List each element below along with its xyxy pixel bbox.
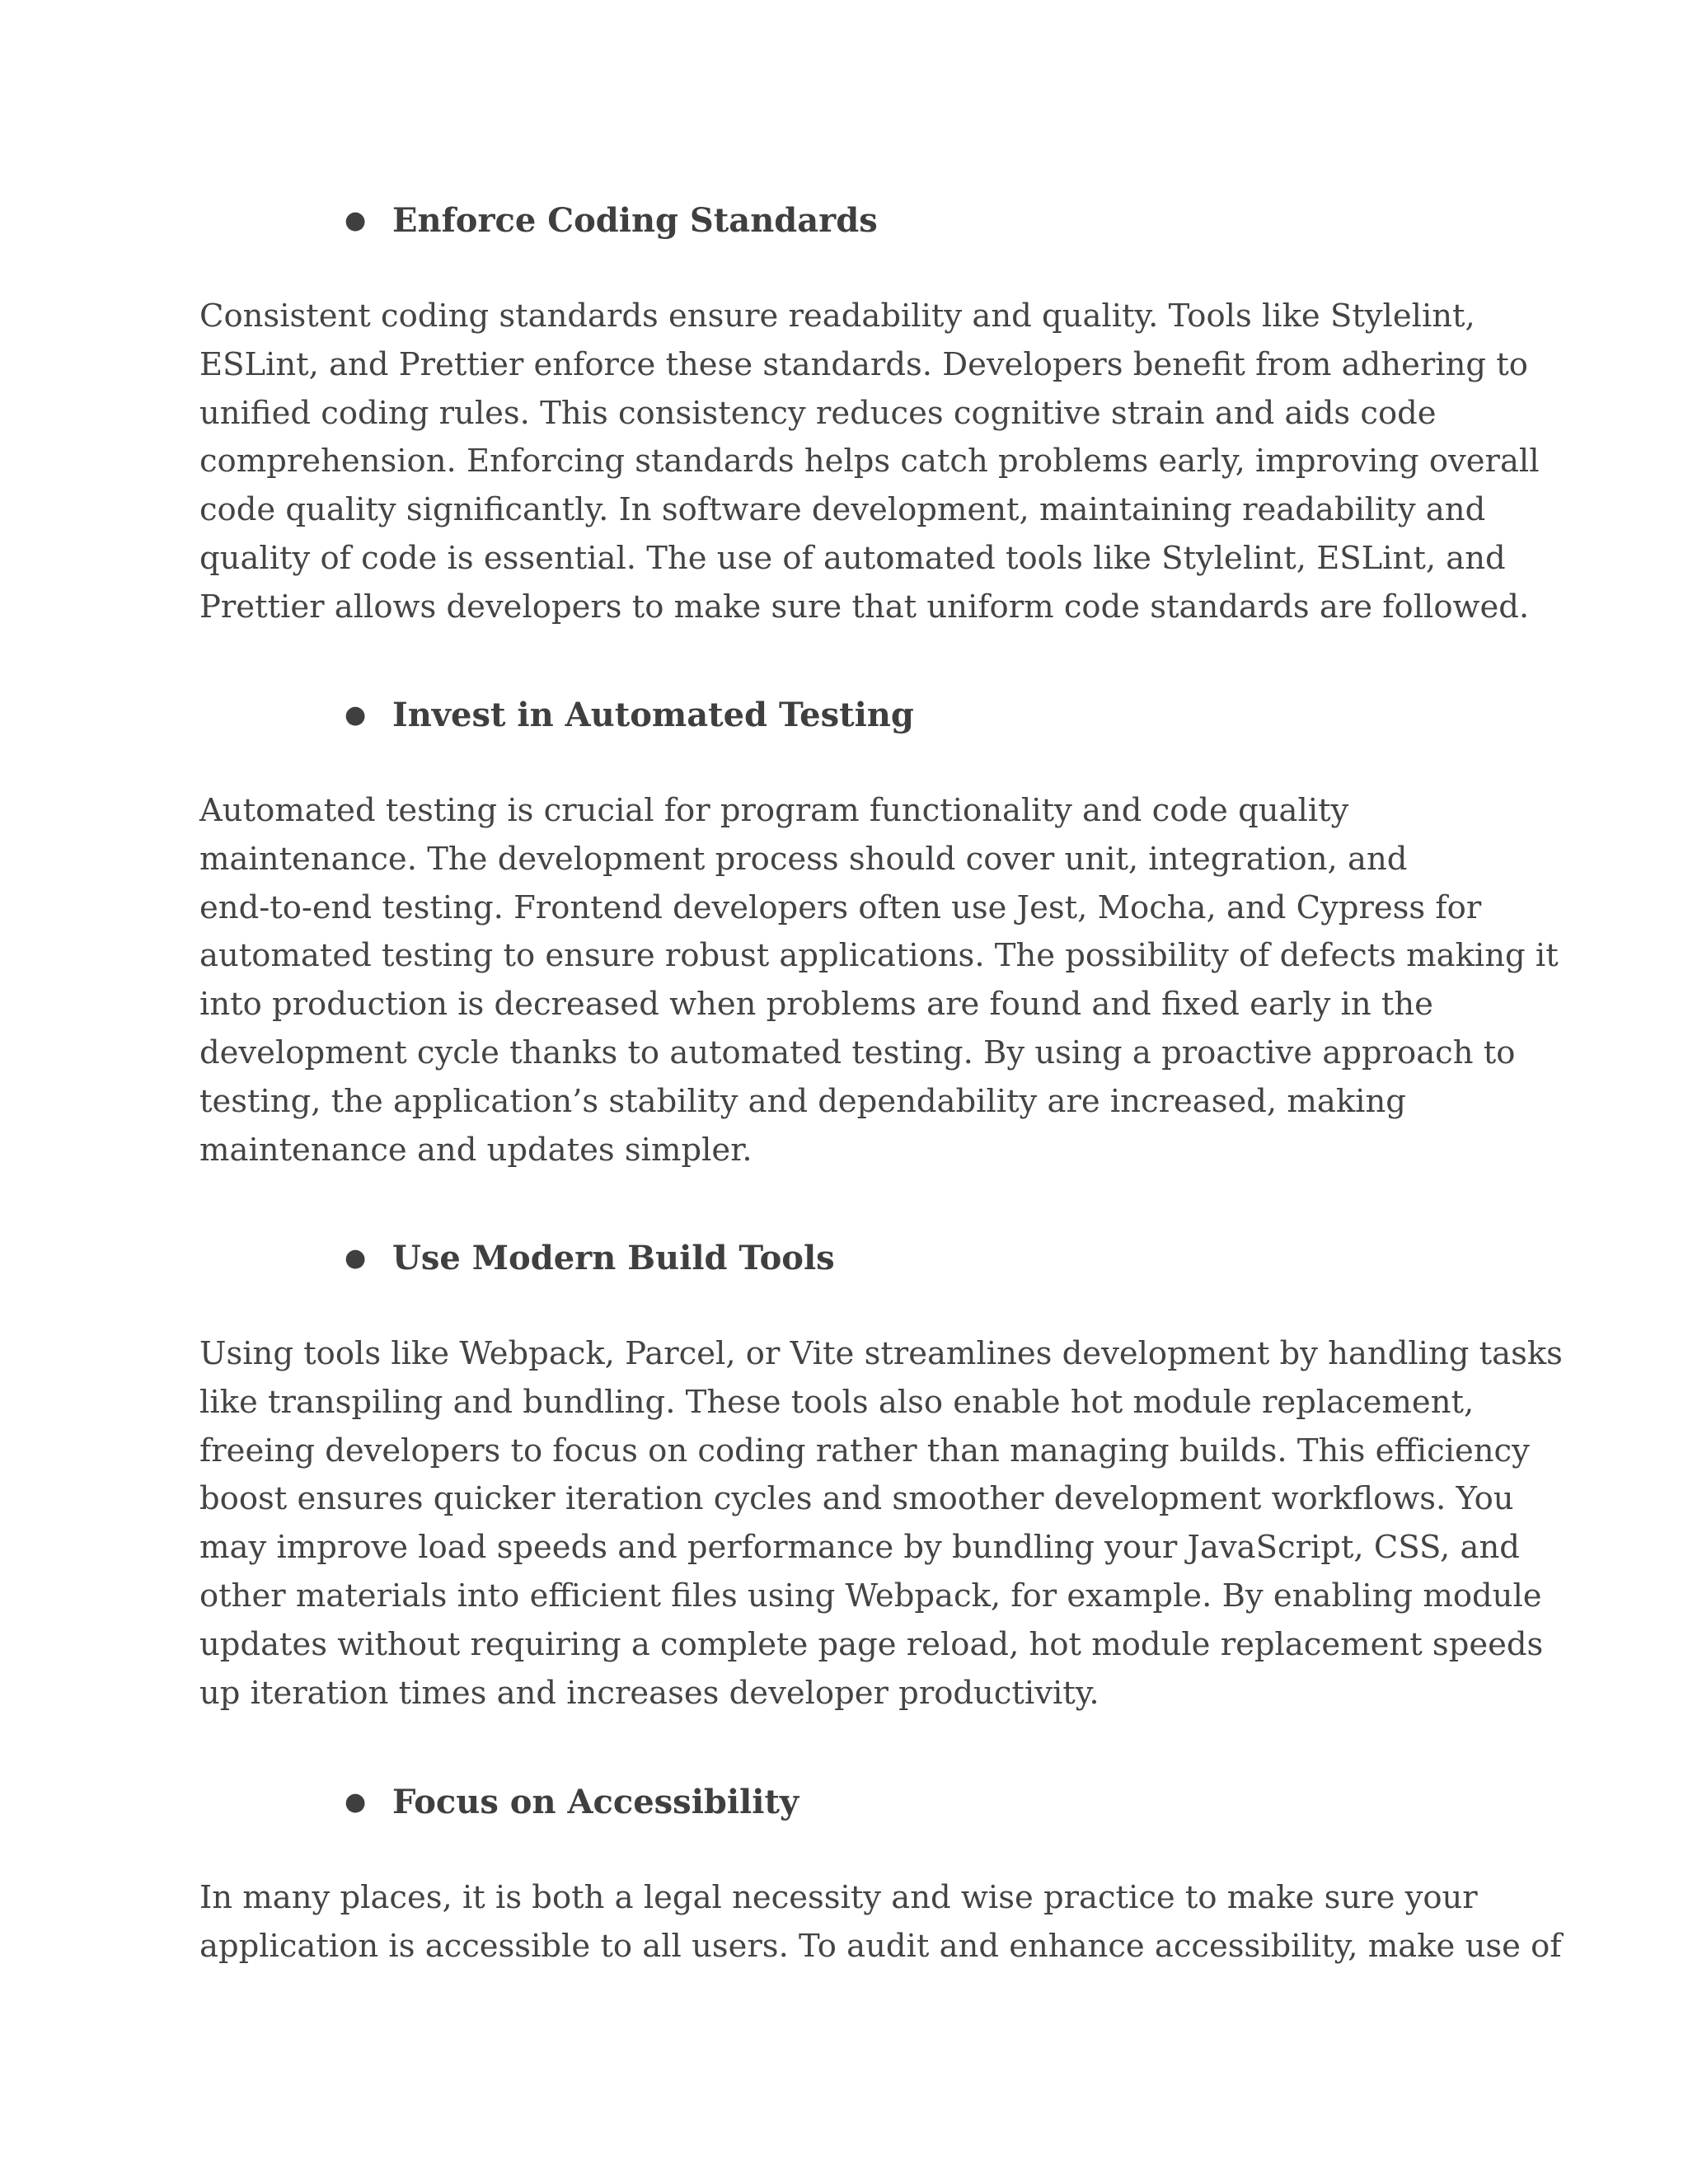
paragraph [199, 1874, 1562, 1971]
paragraph [199, 787, 1559, 1174]
section-heading-text: Use Modern Build Tools [392, 1239, 835, 1277]
paragraph-line: Automated testing is crucial for program functionality and code quality [199, 792, 1349, 829]
paragraph-line: code quality significantly. In software development, maintaining readability and [199, 491, 1486, 529]
section-heading-text: Invest in Automated Testing [392, 696, 914, 734]
paragraph-line: ESLint, and Prettier enforce these standards. Developers benefit from adhering to [199, 345, 1528, 383]
paragraph-line: Prettier allows developers to make sure that uniform code standards are followed. [199, 588, 1530, 626]
paragraph-line: automated testing to ensure robust applications. The possibility of defects making it [199, 937, 1559, 975]
section-heading-invest-in-automated-testing [0, 691, 1688, 740]
paragraph-line: In many places, it is both a legal necessity and wise practice to make sure your [199, 1879, 1478, 1916]
paragraph-line: Using tools like Webpack, Parcel, or Vite streamlines development by handling tasks [199, 1335, 1563, 1372]
paragraph-line: into production is decreased when problems are found and fixed early in the [199, 986, 1433, 1024]
bullet-icon: ● [345, 206, 367, 235]
paragraph-line: maintenance and updates simpler. [199, 1131, 753, 1169]
bullet-icon: ● [345, 1244, 367, 1272]
section-heading-use-modern-build-tools [0, 1234, 1688, 1283]
paragraph-line: unified coding rules. This consistency reduces cognitive strain and aids code [199, 394, 1437, 432]
section-body [199, 293, 1540, 632]
section-body [199, 1330, 1563, 1718]
paragraph-line: boost ensures quicker iteration cycles and smoother development workflows. You [199, 1480, 1514, 1518]
paragraph-line: development cycle thanks to automated testing. By using a proactive approach to [199, 1033, 1516, 1071]
paragraph [199, 1330, 1563, 1718]
section-body [199, 787, 1559, 1174]
section-heading-focus-on-accessibility [0, 1778, 1688, 1827]
section-body [199, 1874, 1562, 1971]
section-heading-text: Focus on Accessibility [392, 1783, 799, 1821]
paragraph-line: application is accessible to all users. To audit and enhance accessibility, make use of [199, 1927, 1562, 1965]
paragraph-line: comprehension. Enforcing standards helps catch problems early, improving overall [199, 443, 1540, 480]
paragraph-line: other materials into efficient files using Webpack, for example. By enabling module [199, 1577, 1542, 1615]
paragraph [199, 293, 1540, 632]
bullet-icon: ● [345, 1788, 367, 1816]
paragraph-line: like transpiling and bundling. These tools also enable hot module replacement, [199, 1383, 1475, 1421]
section-heading-enforce-coding-standards [0, 196, 1688, 246]
paragraph-line: up iteration times and increases developer productivity. [199, 1674, 1100, 1712]
paragraph-line: freeing developers to focus on coding rather than managing builds. This efficiency [199, 1432, 1530, 1469]
paragraph-line: end-to-end testing. Frontend developers often use Jest, Mocha, and Cypress for [199, 888, 1482, 926]
paragraph-line: quality of code is essential. The use of automated tools like Stylelint, ESLint, and [199, 539, 1506, 577]
paragraph-line: may improve load speeds and performance by bundling your JavaScript, CSS, and [199, 1529, 1520, 1567]
paragraph-line: updates without requiring a complete page reload, hot module replacement speeds [199, 1625, 1544, 1663]
bullet-icon: ● [345, 701, 367, 729]
paragraph-line: Consistent coding standards ensure readability and quality. Tools like Stylelint, [199, 298, 1475, 335]
paragraph-line: testing, the application’s stability and dependability are increased, making [199, 1082, 1406, 1120]
paragraph-line: maintenance. The development process should cover unit, integration, and [199, 840, 1408, 878]
section-heading-text: Enforce Coding Standards [392, 201, 878, 240]
